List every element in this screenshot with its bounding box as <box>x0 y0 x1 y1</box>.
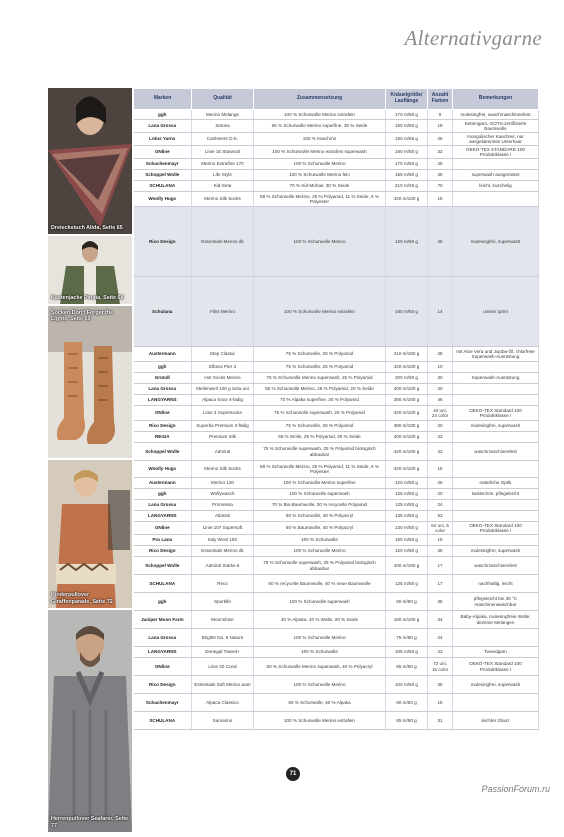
cell-notes <box>453 461 539 478</box>
cell-quality: Merino Silk Socks <box>192 192 254 207</box>
cell-ball-size: 400 m/100 g <box>386 432 428 443</box>
cell-ball-size: 120 m/50 g <box>386 546 428 557</box>
cell-notes <box>453 629 539 647</box>
cell-composition: 75 % Schurwolle Merino superwash, 25 % Polyamid <box>254 373 386 384</box>
cell-quality: Linie 20 Coral <box>192 658 254 676</box>
cell-ball-size: 170 m/50 g <box>386 159 428 170</box>
cell-quality: Italy Wool 150 <box>192 535 254 546</box>
cell-notes: Baby-Alpaka, mulesingfreie Wolle, dezente Melangen <box>453 611 539 629</box>
cell-color-count: 31 <box>428 712 453 730</box>
cell-brand: ggh <box>134 110 192 120</box>
table-row <box>134 395 539 406</box>
cell-brand: Lana Grossa <box>134 384 192 395</box>
cell-color-count: 24 <box>428 629 453 647</box>
cell-brand: Rico Design <box>134 421 192 432</box>
cell-composition: 58 % Schurwolle Merino, 25 % Polyamid, 11 % Seide, 6 % Polyester <box>254 192 386 207</box>
cell-notes: mulesingfrei, superwash <box>453 207 539 277</box>
table-row <box>134 277 539 347</box>
cell-ball-size: 200 m/50 g <box>386 373 428 384</box>
cell-ball-size: 150 m/50 g <box>386 120 428 133</box>
cell-composition: 70 % Alpaka superfine, 30 % Polyamid <box>254 395 386 406</box>
cell-composition: 70 % Bio-Baumwolle, 30 % recycelte Polyamid <box>254 500 386 511</box>
cell-ball-size: 180 m/100 g <box>386 611 428 629</box>
cell-color-count: 25 <box>428 159 453 170</box>
cell-notes: pflegeleicht bei 30 °C maschinenwaschbar <box>453 593 539 611</box>
cell-color-count: 32 <box>428 146 453 159</box>
cell-color-count: 15 <box>428 461 453 478</box>
photo-socks-image <box>48 306 132 458</box>
cell-quality: Merino 120 <box>192 478 254 489</box>
cell-color-count: 10 <box>428 362 453 373</box>
watermark: PassionForum.ru <box>481 784 550 794</box>
cell-ball-size: 80 m/50 g <box>386 593 428 611</box>
cell-brand: Schachenmayr <box>134 159 192 170</box>
photo-caption: Kinderpullover Giraffenparade, Seite 72 <box>51 592 113 605</box>
table-row <box>134 511 539 522</box>
cell-ball-size: 90 m/50 g <box>386 694 428 712</box>
table-row <box>134 159 539 170</box>
table-row <box>134 461 539 478</box>
cell-color-count: 45 <box>428 207 453 277</box>
cell-composition: 60 % recycelte Baumwolle, 40 % neue Baumwolle <box>254 575 386 593</box>
cell-quality: Moonshine <box>192 611 254 629</box>
photo-caption: Herrenpullover Seafarer, Seite 77 <box>51 816 129 829</box>
cell-notes: Tweedgarn <box>453 647 539 658</box>
cell-color-count: 64 uni, 5 color <box>428 522 453 535</box>
cell-brand: Schoppel Wolle <box>134 170 192 181</box>
cell-composition: 100 % Schurwolle Merino <box>254 159 386 170</box>
cell-composition: 100 % Schurwolle Merino <box>254 207 386 277</box>
cell-brand: ggh <box>134 489 192 500</box>
cell-brand: Pro Lana <box>134 535 192 546</box>
cell-color-count: 20 <box>428 384 453 395</box>
cell-quality: Admiral Stärke 6 <box>192 557 254 575</box>
photo-kids-sweater-image <box>48 460 132 608</box>
table-row <box>134 522 539 535</box>
cell-notes <box>453 159 539 170</box>
photo-caption: Kastenjacke Pinata, Seite 68 <box>51 294 124 301</box>
cell-color-count: 28 <box>428 347 453 362</box>
cell-quality: Reco <box>192 575 254 593</box>
cell-brand: LANGYARNS <box>134 647 192 658</box>
cell-ball-size: 75 m/50 g <box>386 629 428 647</box>
cell-notes: twistschön, pflegeleicht <box>453 489 539 500</box>
column-header-quality: Qualität <box>192 89 254 110</box>
cell-brand: Schulana <box>134 277 192 347</box>
cell-color-count: 36 <box>428 676 453 694</box>
cell-color-count: 35 <box>428 593 453 611</box>
cell-ball-size: 410 m/150 g <box>386 347 428 362</box>
cell-brand: Rico Design <box>134 676 192 694</box>
cell-notes: unisex tprint <box>453 277 539 347</box>
table-header-row <box>134 89 539 110</box>
cell-quality: Sumarino <box>192 712 254 730</box>
cell-notes: mit Aloe Vera und Jojoba-Öl, chlorfreie Superwash-Ausrüstung <box>453 347 539 362</box>
cell-brand: ggh <box>134 362 192 373</box>
cell-composition: 75 % Schurwolle, 25 % Polyamid <box>254 347 386 362</box>
cell-notes: Kettengarn, GOTS-zertifizierte Baumwolle <box>453 120 539 133</box>
cell-color-count: 15 <box>428 192 453 207</box>
photo-caption: Dreieckstuch Alida, Seite 65 <box>51 224 123 231</box>
table-row <box>134 362 539 373</box>
cell-quality: Sportlife <box>192 593 254 611</box>
cell-composition: 100 % Schurwolle Merino <box>254 676 386 694</box>
cell-color-count: 53 <box>428 511 453 522</box>
cell-notes: waschmaschinenfest <box>453 557 539 575</box>
cell-brand: ONline <box>134 658 192 676</box>
table-row <box>134 629 539 647</box>
cell-quality: Atlantis <box>192 511 254 522</box>
cell-quality: Essentials Merino dk <box>192 546 254 557</box>
cell-composition: 100 % Schurwolle Merino extrafein <box>254 110 386 120</box>
cell-ball-size: 420 m/100 g <box>386 406 428 421</box>
cell-notes: natürliche Optik <box>453 478 539 489</box>
table-row <box>134 478 539 489</box>
table-row <box>134 406 539 421</box>
cell-brand: ONline <box>134 522 192 535</box>
photo-mens-sweater-image <box>48 610 132 832</box>
cell-quality: Hot Socks Merino <box>192 373 254 384</box>
cell-composition: 100 % Kaschmir <box>254 133 386 146</box>
cell-color-count: 15 <box>428 694 453 712</box>
cell-ball-size: 420 m/100 g <box>386 461 428 478</box>
cell-quality: Linie 107 Supersoft <box>192 522 254 535</box>
cell-brand: Rico Design <box>134 207 192 277</box>
cell-ball-size: 150 m/50 g <box>386 535 428 546</box>
cell-composition: 58 % Schurwolle Merino, 25 % Polyamid, 11 % Seide, 6 % Polyester <box>254 461 386 478</box>
cell-composition: 100 % Schurwolle Merino fein <box>254 170 386 181</box>
column-header-composition: Zusammensetzung <box>254 89 386 110</box>
cell-quality: Kid-Seta <box>192 181 254 192</box>
table-row <box>134 658 539 676</box>
cell-quality: Merino Melange <box>192 110 254 120</box>
table-row <box>134 575 539 593</box>
cell-ball-size: 400 m/100 g <box>386 384 428 395</box>
photo-mens-sweater <box>48 610 132 832</box>
cell-notes: OEKO-TEX Standard 100 Produktklasse I <box>453 522 539 535</box>
cell-notes: leichter Glanz <box>453 712 539 730</box>
cell-brand: ONline <box>134 406 192 421</box>
cell-color-count: 22 <box>428 432 453 443</box>
cell-ball-size: 155 m/50 g <box>386 170 428 181</box>
cell-composition: 100 % Schurwolle <box>254 535 386 546</box>
cell-brand: ONline <box>134 146 192 159</box>
cell-brand: Gründl <box>134 373 192 384</box>
cell-composition: 75 % Schurwolle superwash, 25 % Polyamid biologisch abbaubar <box>254 557 386 575</box>
cell-color-count: 72 uni, 15 color <box>428 658 453 676</box>
cell-brand: Woolly Hugs <box>134 461 192 478</box>
table-row <box>134 384 539 395</box>
cell-brand: Juniper Moon Farm <box>134 611 192 629</box>
cell-ball-size: 180 m/55 g <box>386 133 428 146</box>
column-header-ball-size: Knäuelgröße/ Lauflänge <box>386 89 428 110</box>
cell-notes: mulesingfrei, waschmaschinenfest <box>453 110 539 120</box>
page-number: 71 <box>286 767 300 781</box>
cell-color-count: 14 <box>428 277 453 347</box>
cell-quality: Linie 3 Supersocke <box>192 406 254 421</box>
cell-notes: OEKO-TEX STANDARD 100 Produktklasse I <box>453 146 539 159</box>
cell-brand: REGIA <box>134 432 192 443</box>
cell-composition: 60 % Schurwolle, 40 % Polyacryl <box>254 511 386 522</box>
cell-color-count: 18 <box>428 120 453 133</box>
cell-color-count: 24 <box>428 500 453 511</box>
cell-brand: Woolly Hugs <box>134 192 192 207</box>
table-row <box>134 120 539 133</box>
cell-quality: Filini Merino <box>192 277 254 347</box>
table-row <box>134 611 539 629</box>
cell-brand: SCHULANA <box>134 181 192 192</box>
cell-notes <box>453 511 539 522</box>
cell-brand: Rico Design <box>134 546 192 557</box>
cell-ball-size: 85 m/50 g <box>386 712 428 730</box>
cell-ball-size: 130 m/50 g <box>386 522 428 535</box>
cell-quality: Cashmere D.K. <box>192 133 254 146</box>
table-row <box>134 432 539 443</box>
cell-notes: mulesingfrei, superwash <box>453 546 539 557</box>
cell-quality: Essentials Merino dk <box>192 207 254 277</box>
table-row <box>134 192 539 207</box>
cell-quality: Essentials Soft Merino aran <box>192 676 254 694</box>
table-row <box>134 500 539 511</box>
cell-brand: LANGYARNS <box>134 395 192 406</box>
cell-composition: 75 % Schurwolle, 25 % Polyamid <box>254 421 386 432</box>
table-row <box>134 557 539 575</box>
table-row <box>134 694 539 712</box>
table-row <box>134 207 539 277</box>
cell-composition: 70 % Kid-Mohair, 30 % Seide <box>254 181 386 192</box>
photo-kids-sweater <box>48 460 132 608</box>
table-row <box>134 373 539 384</box>
cell-quality: Promessa <box>192 500 254 511</box>
cell-ball-size: 85 m/50 g <box>386 658 428 676</box>
cell-color-count: 17 <box>428 575 453 593</box>
cell-notes: OEKO-TEX Standard 100 Produktklasse I <box>453 658 539 676</box>
cell-color-count: 42 <box>428 443 453 461</box>
cell-composition: 60 % Schurwolle Merino superwash, 40 % Polyacryl <box>254 658 386 676</box>
cell-quality: Merino Silk Socks <box>192 461 254 478</box>
cell-composition: 75 % Schurwolle superwash, 25 % Polyamid biologisch abbaubar <box>254 443 386 461</box>
table-row <box>134 443 539 461</box>
cell-brand: SCHULANA <box>134 575 192 593</box>
cell-composition: 65 % Schurwolle Merino superfine, 35 % Seide <box>254 120 386 133</box>
cell-ball-size: 125 m/50 g <box>386 500 428 511</box>
alternative-yarns-table <box>133 88 539 730</box>
cell-quality: Alpaca Soxx 4-fadig <box>192 395 254 406</box>
cell-ball-size: 160 m/50 g <box>386 277 428 347</box>
table-row <box>134 535 539 546</box>
cell-color-count: 34 <box>428 611 453 629</box>
cell-notes: mulesingfrei, superwash <box>453 676 539 694</box>
cell-quality: Premium Silk <box>192 432 254 443</box>
cell-composition: 100 % Schurwolle Merino extrafein <box>254 277 386 347</box>
cell-notes <box>453 384 539 395</box>
cell-quality: Superba Premium 4-fädig <box>192 421 254 432</box>
photo-socks <box>48 306 132 458</box>
table-row <box>134 133 539 146</box>
cell-quality: Step Classic <box>192 347 254 362</box>
cell-notes: OEKO-TEX Standard 100 Produktklasse I <box>453 406 539 421</box>
cell-composition: 75 % Schurwolle, 25 % Polyamid <box>254 362 386 373</box>
cell-notes <box>453 432 539 443</box>
cell-brand: SCHULANA <box>134 712 192 730</box>
cell-notes <box>453 500 539 511</box>
cell-brand: Austermann <box>134 347 192 362</box>
cell-ball-size: 120 m/50 g <box>386 207 428 277</box>
cell-composition: 100 % Schurwolle superwash <box>254 489 386 500</box>
cell-notes <box>453 694 539 712</box>
cell-notes: waschmaschinenfest <box>453 443 539 461</box>
column-header-brand: Marken <box>134 89 192 110</box>
cell-notes <box>453 192 539 207</box>
cell-notes: mongolischer Kaschmir, nur ausgekämmtes Unterhaar <box>453 133 539 146</box>
photo-shawl-image <box>48 88 132 234</box>
table-row <box>134 676 539 694</box>
cell-color-count: 25 <box>428 133 453 146</box>
table-row <box>134 593 539 611</box>
cell-composition: 100 % Schurwolle Merino superfine <box>254 478 386 489</box>
table-row <box>134 489 539 500</box>
cell-quality: Alpaca Classico <box>192 694 254 712</box>
cell-ball-size: 100 m/50 g <box>386 676 428 694</box>
cell-ball-size: 400 m/150 g <box>386 557 428 575</box>
cell-color-count: 15 <box>428 535 453 546</box>
cell-color-count: 46 <box>428 395 453 406</box>
cell-color-count: 17 <box>428 557 453 575</box>
cell-notes: leicht, kuschelig <box>453 181 539 192</box>
cell-notes <box>453 362 539 373</box>
cell-ball-size: 135 m/50 g <box>386 511 428 522</box>
cell-brand: Schoppel Wolle <box>134 443 192 461</box>
cell-brand: Lana Grossa <box>134 500 192 511</box>
cell-composition: 55 % Wolle, 25 % Polyamid, 20 % Seide <box>254 432 386 443</box>
cell-brand: Schachenmayr <box>134 694 192 712</box>
cell-composition: 100 % Schurwolle Merino extrafein <box>254 712 386 730</box>
cell-ball-size: 210 m/25 g <box>386 181 428 192</box>
cell-composition: 75 % Schurwolle superwash, 25 % Polyamid <box>254 406 386 421</box>
cell-color-count: 20 <box>428 489 453 500</box>
cell-composition: 100 % Schurwolle Merino extrafein superwash <box>254 146 386 159</box>
photo-shawl <box>48 88 132 234</box>
cell-notes: mulesingfrei, superwash <box>453 421 539 432</box>
cell-color-count: 30 <box>428 373 453 384</box>
photo-jacket <box>48 236 132 304</box>
cell-color-count: 23 <box>428 647 453 658</box>
table-row <box>134 110 539 120</box>
cell-ball-size: 105 m/50 g <box>386 647 428 658</box>
photo-caption: Socken Don't Forget the Lights, Seite 69 <box>51 310 114 323</box>
cell-quality: Admiral <box>192 443 254 461</box>
cell-composition: 100 % Schurwolle superwash <box>254 593 386 611</box>
table-body <box>134 110 539 730</box>
cell-brand: Schoppel Wolle <box>134 557 192 575</box>
cell-ball-size: 160 m/50 g <box>386 146 428 159</box>
cell-color-count: 45 <box>428 546 453 557</box>
cell-ball-size: 170 m/50 g <box>386 110 428 120</box>
cell-ball-size: 120 m/50 g <box>386 478 428 489</box>
table-row <box>134 647 539 658</box>
cell-color-count: 9 <box>428 110 453 120</box>
cell-brand: ggh <box>134 593 192 611</box>
cell-composition: 40 % Alpaka, 40 % Wolle, 20 % Seide <box>254 611 386 629</box>
cell-quality: Brigitte No. 5 Nature <box>192 629 254 647</box>
column-header-notes: Bemerkungen <box>453 89 539 110</box>
cell-composition: 60 % Baumwolle, 40 % Polyacryl <box>254 522 386 535</box>
cell-quality: Life Style <box>192 170 254 181</box>
cell-composition: 100 % Schurwolle <box>254 647 386 658</box>
cell-brand: Lana Grossa <box>134 629 192 647</box>
table-row <box>134 421 539 432</box>
cell-color-count: 70 <box>428 181 453 192</box>
cell-notes <box>453 395 539 406</box>
cell-quality: Elbsox Pier 4 <box>192 362 254 373</box>
cell-brand: Austermann <box>134 478 192 489</box>
cell-notes <box>453 535 539 546</box>
cell-composition: 100 % Schurwolle Merino <box>254 546 386 557</box>
cell-notes: superwash-ausgerüstet <box>453 170 539 181</box>
cell-color-count: 45 <box>428 170 453 181</box>
page-title: Alternativgarne <box>404 26 542 50</box>
cell-color-count: 20 <box>428 421 453 432</box>
cell-brand: Lana Grossa <box>134 120 192 133</box>
table-row <box>134 170 539 181</box>
cell-brand: LANGYARNS <box>134 511 192 522</box>
cell-quality: Linie 16 Starwool <box>192 146 254 159</box>
column-header-color-count: Anzahl Farben <box>428 89 453 110</box>
cell-quality: Wollywasch <box>192 489 254 500</box>
cell-ball-size: 420 m/100 g <box>386 443 428 461</box>
cell-color-count: 40 uni, 24 color <box>428 406 453 421</box>
table-row <box>134 347 539 362</box>
cell-quality: Meilenweit 100 g Seta uni <box>192 384 254 395</box>
cell-quality: Donegal Tweed+ <box>192 647 254 658</box>
cell-ball-size: 420 m/100 g <box>386 192 428 207</box>
table-row <box>134 146 539 159</box>
table-row <box>134 181 539 192</box>
cell-brand: Lotus Yarns <box>134 133 192 146</box>
cell-composition: 60 % Schurwolle, 40 % Alpaka <box>254 694 386 712</box>
cell-ball-size: 125 m/50 g <box>386 575 428 593</box>
cell-ball-size: 390 m/100 g <box>386 395 428 406</box>
cell-ball-size: 380 m/100 g <box>386 421 428 432</box>
cell-quality: Merino Extrafine 170 <box>192 159 254 170</box>
cell-color-count: 26 <box>428 478 453 489</box>
cell-notes: nachhaltig, leicht <box>453 575 539 593</box>
cell-composition: 100 % Schurwolle Merino <box>254 629 386 647</box>
cell-quality: Setosa <box>192 120 254 133</box>
table-row <box>134 546 539 557</box>
table-row <box>134 712 539 730</box>
cell-ball-size: 420 m/100 g <box>386 362 428 373</box>
cell-ball-size: 125 m/50 g <box>386 489 428 500</box>
cell-notes: Superwash-Ausrüstung <box>453 373 539 384</box>
cell-composition: 55 % Schurwolle Merino, 25 % Polyamid, 20 % Seide <box>254 384 386 395</box>
